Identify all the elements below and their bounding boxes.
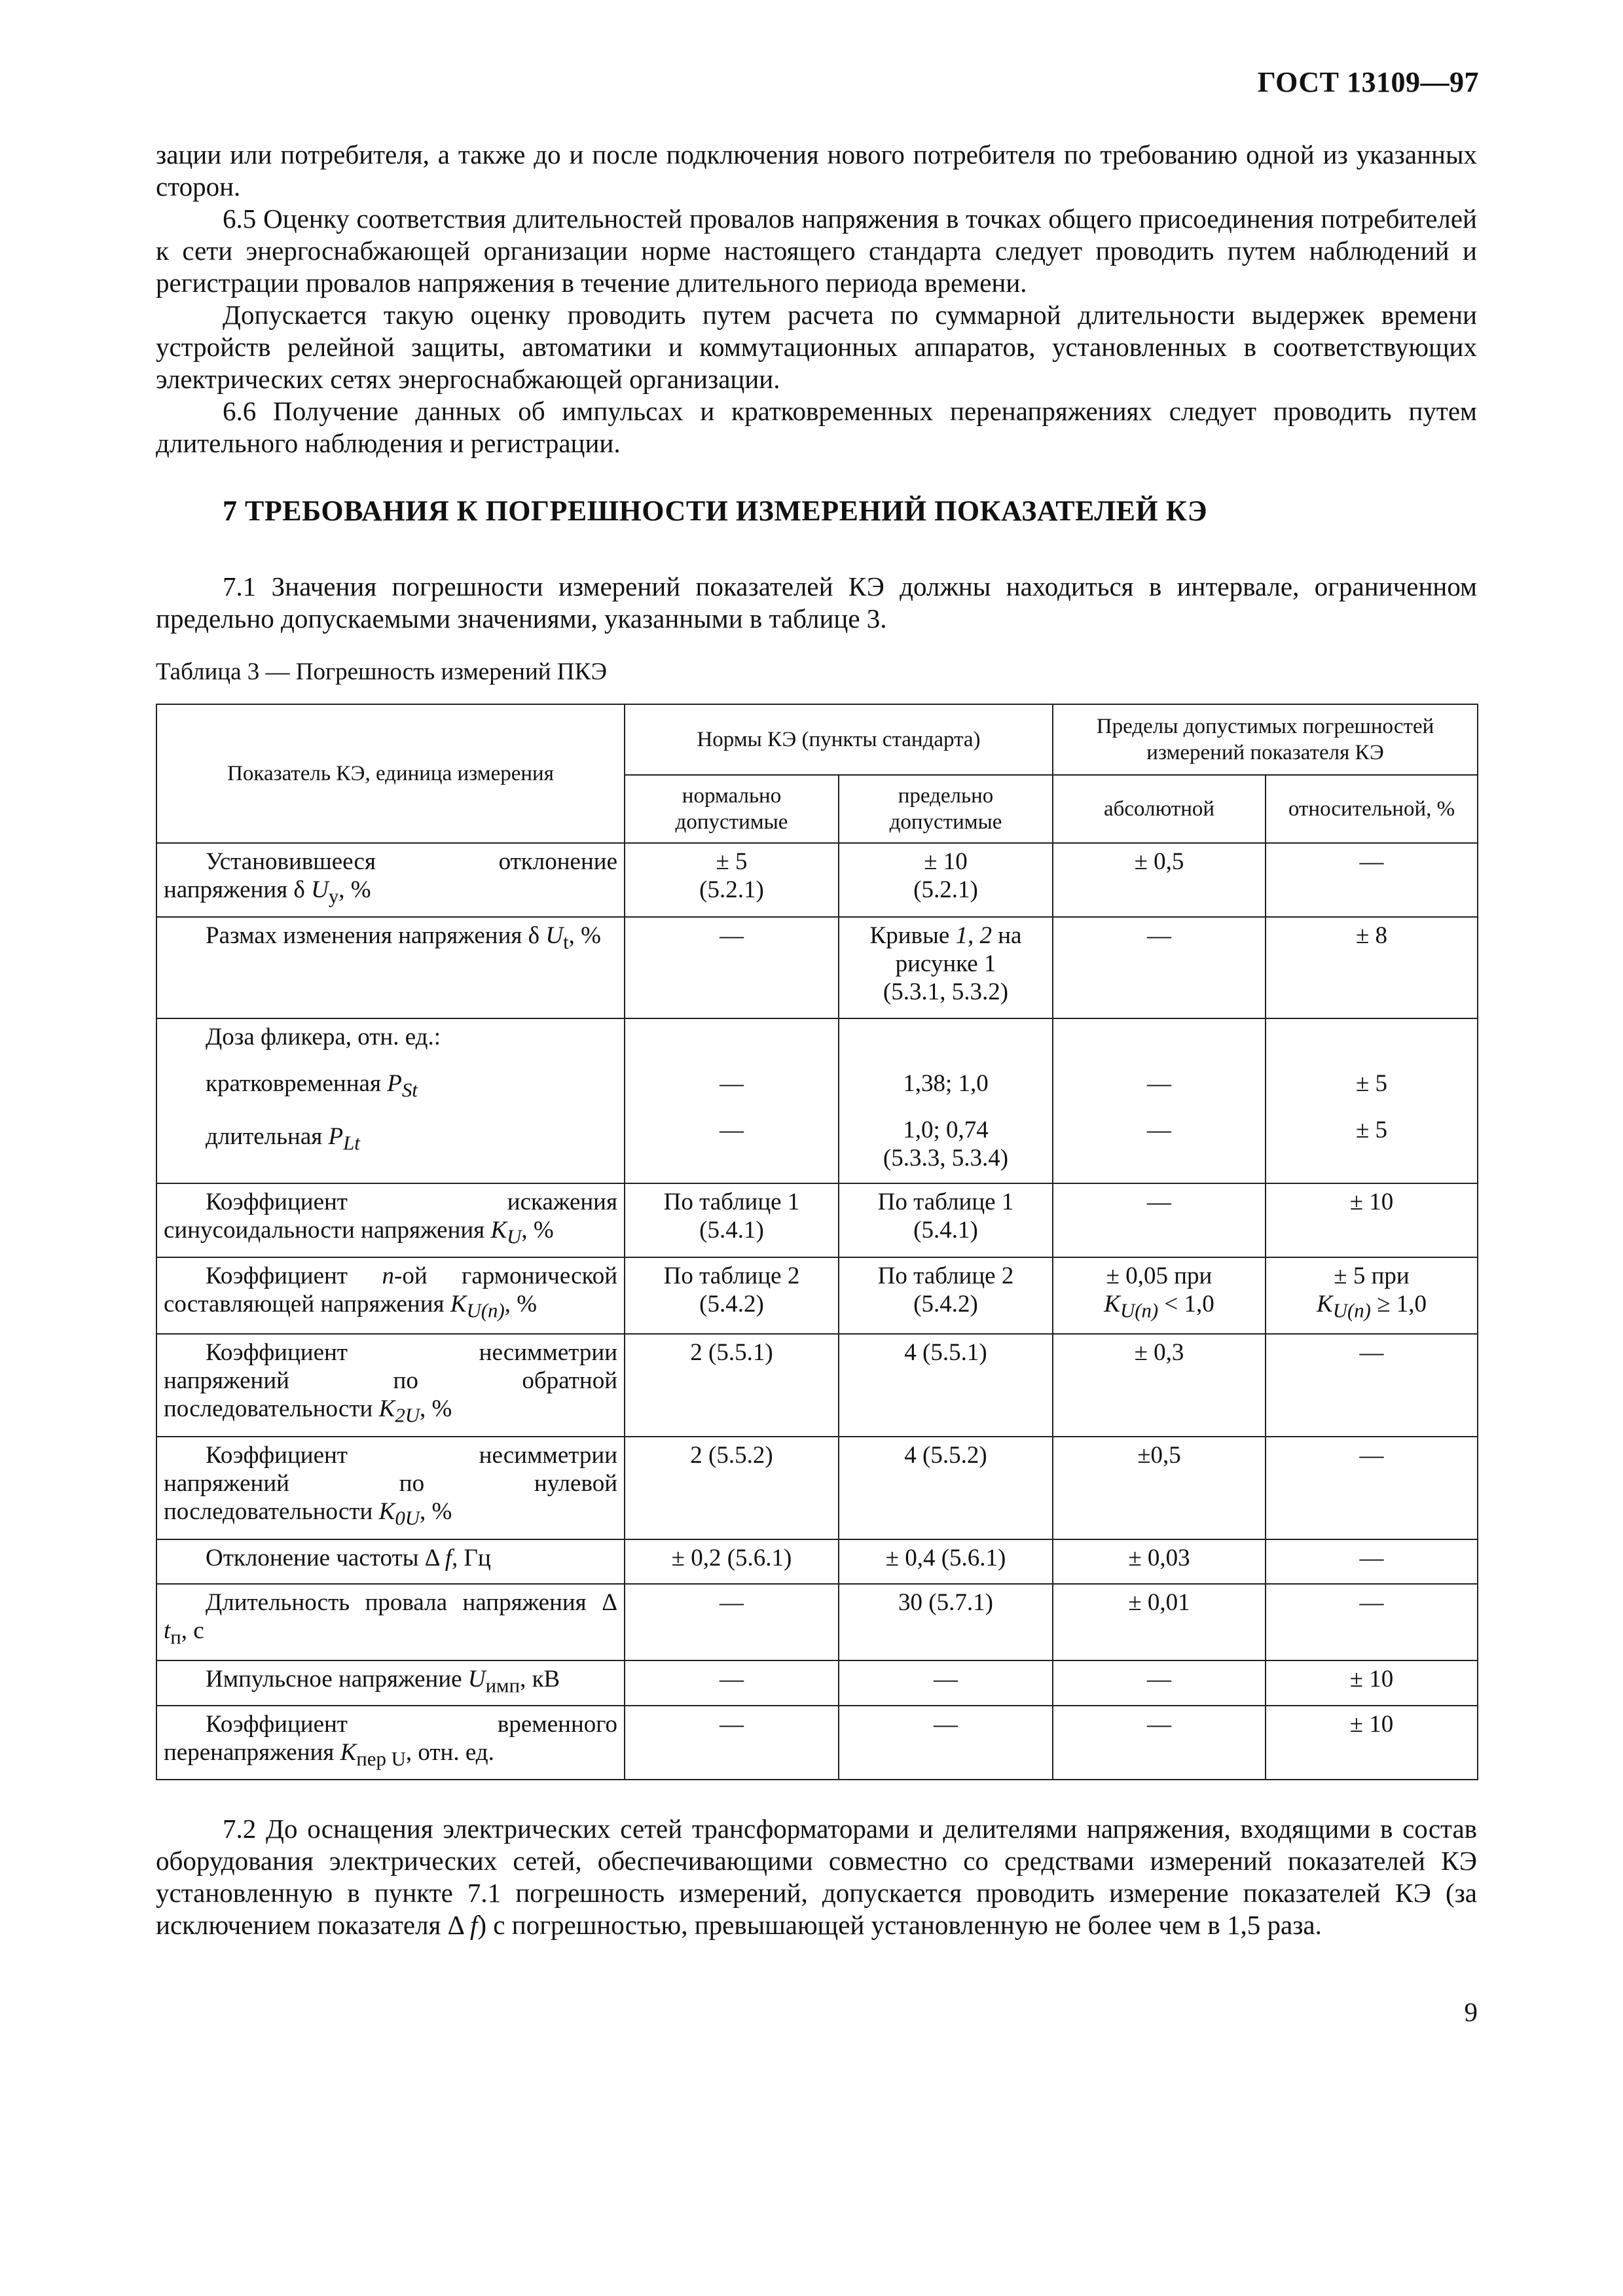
max-cell: 1,38; 1,0 1,0; 0,74 (5.3.3, 5.3.4) [839,1018,1053,1183]
header-limits: Пределы допустимых погрешностей измерений показателя КЭ [1053,704,1478,775]
abs-cell: ± 0,03 [1053,1539,1266,1584]
rel-cell: — [1266,843,1478,917]
table-caption: Таблица 3 — Погрешность измерений ПКЭ [156,658,608,685]
paragraph-6-5-note: Допускается такую оценку проводить путем расчета по суммарной длительности выдержек времени устройств релейной защиты, автоматики и коммутационных аппаратов, установленных в соответствующих электрических сетях энергоснабжающей организации. [156,300,1477,394]
indicator-cell: Коэффициент n-ой гармонической составляющей напряжения $K_{U(n)}$, % [156,1257,625,1334]
table-row [156,843,1478,917]
normal-cell: 2 (5.5.2) [625,1437,839,1539]
abs-cell: ± 0,05 при $K_{U(n)} < 1,0$ [1053,1257,1266,1334]
paragraph-6-6: 6.6 Получение данных об импульсах и кратковременных перенапряжениях следует проводить путем длительного наблюдения и регистрации. [156,396,1477,458]
paragraph-7-2-block [156,1813,1477,1941]
header-indicator: Показатель КЭ, единица измерения [156,704,625,843]
abs-cell: ± 0,5 [1053,843,1266,917]
normal-cell: ± 5 (5.2.1) [625,843,839,917]
rel-cell: ± 5 ± 5 [1266,1018,1478,1183]
normal-cell: — [625,1706,839,1780]
indicator-cell: Коэффициент несимметрии напряжений по нулевой последовательности $K_{0U}$, % [156,1437,625,1539]
normal-cell: По таблице 2 (5.4.2) [625,1257,839,1334]
max-cell: — [839,1706,1053,1780]
max-cell: 30 (5.7.1) [839,1584,1053,1660]
rel-cell: ± 10 [1266,1706,1478,1780]
rel-cell: — [1266,1334,1478,1437]
intro-text [156,139,1477,459]
header-norms: Нормы КЭ (пункты стандарта) [625,704,1053,775]
table-row [156,1183,1478,1257]
max-cell: ± 10 (5.2.1) [839,843,1053,917]
max-cell: 4 (5.5.2) [839,1437,1053,1539]
abs-cell: — — [1053,1018,1266,1183]
header-max: предельно допустимые [839,775,1053,843]
table-row [156,1660,1478,1706]
max-cell: — [839,1660,1053,1706]
table-3 [156,704,1478,1780]
abs-cell: — [1053,1706,1266,1780]
abs-cell: — [1053,1660,1266,1706]
paragraph-6-5: 6.5 Оценку соответствия длительностей провалов напряжения в точках общего присоединения потребителей к сети энергоснабжающей организации норме настоящего стандарта следует проводить путем наблюдений и регистрации провалов напряжения в течение длительного периода времени. [156,204,1477,298]
table-row [156,1584,1478,1660]
rel-cell: ± 10 [1266,1660,1478,1706]
abs-cell: ± 0,01 [1053,1584,1266,1660]
paragraph-7-2: 7.2 До оснащения электрических сетей трансформаторами и делителями напряжения, входящими в состав оборудования электрических сетей, обеспечивающими совместно со средствами измерений показателей КЭ установленную в пункте 7.1 погрешность измерений, допускается проводить измерение показателей КЭ (за исключением показателя Δ f) с погрешностью, превышающей установленную не более чем в 1,5 раза. [156,1814,1477,1940]
document-code: ГОСТ 13109—97 [1257,66,1479,98]
table-row [156,1539,1478,1584]
abs-cell: ± 0,3 [1053,1334,1266,1437]
abs-cell: ±0,5 [1053,1437,1266,1539]
header-normal: нормально допустимые [625,775,839,843]
table-row [156,1437,1478,1539]
normal-cell: — [625,1584,839,1660]
rel-cell: — [1266,1584,1478,1660]
header-abs: абсолютной [1053,775,1266,843]
indicator-cell: Размах изменения напряжения δ $U_t$, % [156,917,625,1018]
max-cell: Кривые 1, 2 на рисунке 1 (5.3.1, 5.3.2) [839,917,1053,1018]
section-7-title: 7 ТРЕБОВАНИЯ К ПОГРЕШНОСТИ ИЗМЕРЕНИЙ ПОКАЗАТЕЛЕЙ КЭ [223,495,1208,527]
indicator-cell: Коэффициент временного перенапряжения $K_{пер U}$, отн. ед. [156,1706,625,1780]
rel-cell: ± 5 при $K_{U(n)} \ge 1,0$ [1266,1257,1478,1334]
paragraph-7-1: 7.1 Значения погрешности измерений показателей КЭ должны находиться в интервале, ограниченном предельно допускаемыми значениями, указанными в таблице 3. [156,571,1477,634]
table-row [156,917,1478,1018]
indicator-cell: Коэффициент несимметрии напряжений по обратной последовательности $K_{2U}$, % [156,1334,625,1437]
abs-cell: — [1053,917,1266,1018]
rel-cell: ± 8 [1266,917,1478,1018]
rel-cell: — [1266,1437,1478,1539]
normal-cell: — [625,917,839,1018]
normal-cell: ± 0,2 (5.6.1) [625,1539,839,1584]
max-cell: По таблице 1 (5.4.1) [839,1183,1053,1257]
max-cell: ± 0,4 (5.6.1) [839,1539,1053,1584]
table-row [156,1257,1478,1334]
normal-cell: По таблице 1 (5.4.1) [625,1183,839,1257]
rel-cell: ± 10 [1266,1183,1478,1257]
max-cell: 4 (5.5.1) [839,1334,1053,1437]
indicator-cell: Импульсное напряжение $U_{имп}$, кВ [156,1660,625,1706]
indicator-cell: Длительность провала напряжения Δ $t_п$, с [156,1584,625,1660]
indicator-cell: Установившееся отклонение напряжения δ $U_y$, % [156,843,625,917]
paragraph-continuation: зации или потребителя, а также до и после подключения нового потребителя по требованию одной из указанных сторон. [156,139,1477,202]
table-row [156,1706,1478,1780]
normal-cell: 2 (5.5.1) [625,1334,839,1437]
header-rel: относительной, % [1266,775,1478,843]
abs-cell: — [1053,1183,1266,1257]
max-cell: По таблице 2 (5.4.2) [839,1257,1053,1334]
page-number: 9 [1464,1997,1478,2027]
table-row [156,1334,1478,1437]
table-row-flicker [156,1018,1478,1183]
indicator-cell: Отклонение частоты Δ f, Гц [156,1539,625,1584]
normal-cell: — — [625,1018,839,1183]
paragraph-7-1-block [156,571,1477,635]
indicator-cell: Доза фликера, отн. ед.: кратковременная $P_{St}$ длительная $P_{Lt}$ [156,1018,625,1183]
indicator-cell: Коэффициент искажения синусоидальности напряжения $K_U$, % [156,1183,625,1257]
normal-cell: — [625,1660,839,1706]
rel-cell: — [1266,1539,1478,1584]
